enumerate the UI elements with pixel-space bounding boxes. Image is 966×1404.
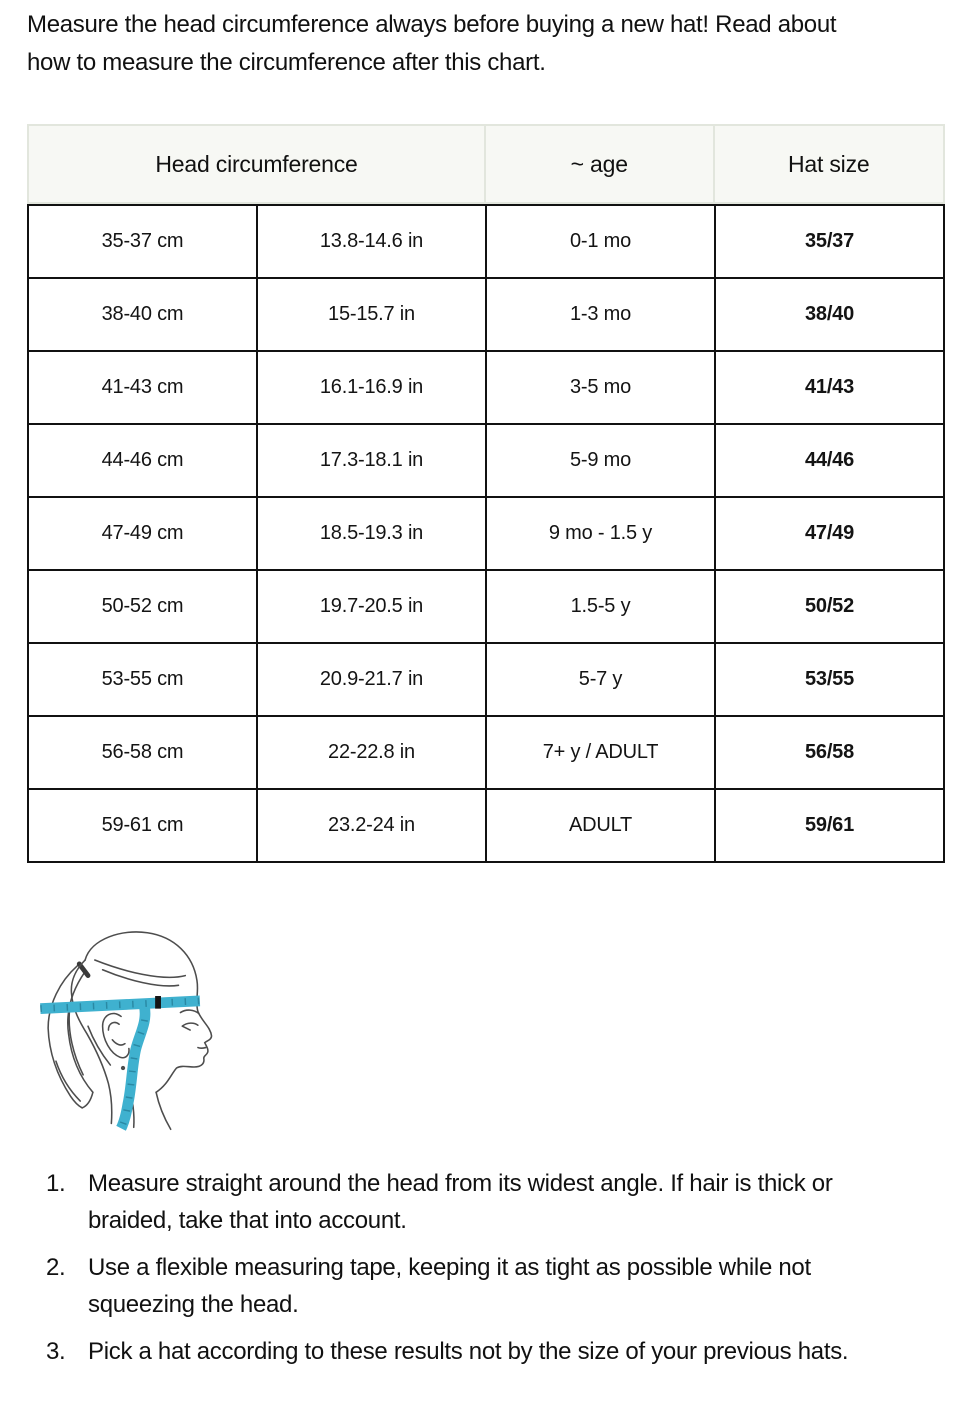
instruction-text: Pick a hat according to these results not by the size of your previous hats. bbox=[88, 1338, 849, 1365]
cell-inches: 17.3-18.1 in bbox=[257, 424, 486, 497]
cell-hat-size: 50/52 bbox=[715, 570, 944, 643]
size-table-body bbox=[27, 204, 945, 863]
table-row bbox=[28, 643, 944, 716]
instruction-number: 1. bbox=[46, 1170, 66, 1197]
cell-age: 1.5-5 y bbox=[486, 570, 715, 643]
cell-inches: 16.1-16.9 in bbox=[257, 351, 486, 424]
head-measurement-illustration bbox=[24, 925, 224, 1139]
cell-inches: 23.2-24 in bbox=[257, 789, 486, 862]
cell-inches: 13.8-14.6 in bbox=[257, 205, 486, 278]
table-row bbox=[28, 497, 944, 570]
instruction-text: Measure straight around the head from its widest angle. If hair is thick or braided, take that into account. bbox=[88, 1170, 833, 1234]
cell-hat-size: 44/46 bbox=[715, 424, 944, 497]
header-hat-size: Hat size bbox=[788, 150, 870, 177]
instruction-item bbox=[0, 1249, 946, 1323]
tape-marker bbox=[155, 996, 161, 1009]
cell-inches: 22-22.8 in bbox=[257, 716, 486, 789]
cell-age: 5-7 y bbox=[486, 643, 715, 716]
cell-age: 3-5 mo bbox=[486, 351, 715, 424]
cell-age: 9 mo - 1.5 y bbox=[486, 497, 715, 570]
header-head-circumference: Head circumference bbox=[29, 126, 486, 202]
cell-age: 7+ y / ADULT bbox=[486, 716, 715, 789]
cell-hat-size: 35/37 bbox=[715, 205, 944, 278]
instruction-text: Use a flexible measuring tape, keeping it as tight as possible while not squeezing the head. bbox=[88, 1254, 811, 1318]
cell-inches: 19.7-20.5 in bbox=[257, 570, 486, 643]
table-row bbox=[28, 205, 944, 278]
cell-cm: 50-52 cm bbox=[28, 570, 257, 643]
cell-cm: 47-49 cm bbox=[28, 497, 257, 570]
cell-hat-size: 47/49 bbox=[715, 497, 944, 570]
cell-cm: 41-43 cm bbox=[28, 351, 257, 424]
instruction-number: 2. bbox=[46, 1254, 66, 1281]
cell-cm: 59-61 cm bbox=[28, 789, 257, 862]
cell-cm: 56-58 cm bbox=[28, 716, 257, 789]
hat-size-table bbox=[27, 124, 945, 863]
cell-age: ADULT bbox=[486, 789, 715, 862]
intro-paragraph: Measure the head circumference always before buying a new hat! Read about how to measure the circumference after this chart. bbox=[27, 11, 837, 76]
instruction-number: 3. bbox=[46, 1338, 66, 1365]
table-row bbox=[28, 278, 944, 351]
table-row bbox=[28, 351, 944, 424]
cell-hat-size: 38/40 bbox=[715, 278, 944, 351]
cell-age: 0-1 mo bbox=[486, 205, 715, 278]
cell-cm: 38-40 cm bbox=[28, 278, 257, 351]
instruction-item bbox=[0, 1165, 946, 1239]
head-with-tape-drawing bbox=[24, 925, 224, 1139]
earring-dot bbox=[121, 1066, 125, 1070]
instructions-list bbox=[0, 1165, 946, 1370]
table-row bbox=[28, 716, 944, 789]
cell-cm: 35-37 cm bbox=[28, 205, 257, 278]
cell-age: 5-9 mo bbox=[486, 424, 715, 497]
cell-age: 1-3 mo bbox=[486, 278, 715, 351]
cell-hat-size: 41/43 bbox=[715, 351, 944, 424]
table-row bbox=[28, 789, 944, 862]
instruction-item bbox=[0, 1333, 946, 1370]
cell-cm: 44-46 cm bbox=[28, 424, 257, 497]
cell-hat-size: 53/55 bbox=[715, 643, 944, 716]
cell-inches: 20.9-21.7 in bbox=[257, 643, 486, 716]
table-row bbox=[28, 424, 944, 497]
cell-inches: 15-15.7 in bbox=[257, 278, 486, 351]
cell-hat-size: 56/58 bbox=[715, 716, 944, 789]
cell-cm: 53-55 cm bbox=[28, 643, 257, 716]
hat-size-guide-page bbox=[0, 6, 966, 1404]
cell-inches: 18.5-19.3 in bbox=[257, 497, 486, 570]
table-row bbox=[28, 570, 944, 643]
table-header-row bbox=[27, 124, 945, 204]
cell-hat-size: 59/61 bbox=[715, 789, 944, 862]
header-age: ~ age bbox=[486, 126, 715, 202]
